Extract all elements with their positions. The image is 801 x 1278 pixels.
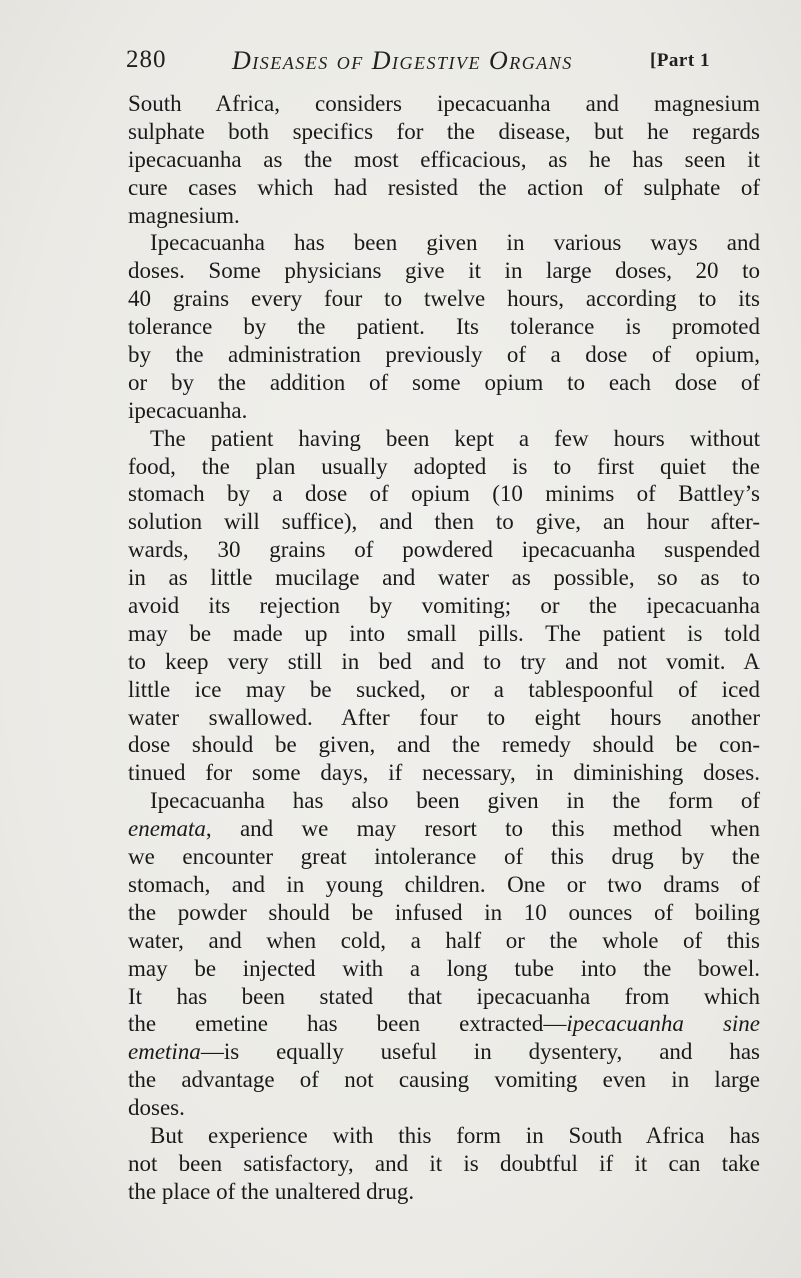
text-line: [128, 815, 760, 843]
text-line: may be made up into small pills. The patient is told: [128, 620, 760, 646]
text-line: Ipecacuanha has also been given in the form of: [150, 788, 760, 814]
text-line: sulphate both specifics for the disease, but he regards: [128, 118, 760, 144]
running-title: Diseases of Digestive Organs: [232, 46, 573, 75]
page-number: 280: [126, 46, 167, 73]
part-label: [Part 1: [650, 50, 710, 71]
text-line: not been satisfactory, and it is doubtful if it can take: [128, 1150, 760, 1176]
text-line: magnesium.: [128, 202, 240, 228]
text-line: [128, 1038, 760, 1066]
text-line: solution will suffice), and then to give, an hour after-: [128, 509, 760, 535]
text-run: —is equally useful in dysentery, and has: [200, 1039, 760, 1065]
text-run: , and we may resort to this method when: [205, 816, 760, 842]
text-line: we encounter great intolerance of this drug by the: [128, 844, 760, 870]
text-line: stomach by a dose of opium (10 minims of Battley’s: [128, 481, 760, 507]
text-line: dose should be given, and the remedy should be con-: [128, 732, 760, 758]
italic-term: emetina: [128, 1039, 201, 1065]
text-line: the advantage of not causing vomiting even in large: [128, 1067, 760, 1093]
text-line: by the administration previously of a dose of opium,: [128, 342, 760, 368]
text-line: food, the plan usually adopted is to first quiet the: [128, 453, 760, 479]
text-line: tolerance by the patient. Its tolerance is promoted: [128, 314, 760, 340]
text-line: stomach, and in young children. One or two drams of: [128, 871, 760, 897]
text-line: cure cases which had resisted the action of sulphate of: [128, 174, 760, 200]
text-line: The patient having been kept a few hours without: [150, 425, 760, 451]
text-line: But experience with this form in South Africa has: [150, 1122, 760, 1148]
text-line: the place of the unaltered drug.: [128, 1178, 415, 1204]
italic-term: enemata: [128, 816, 206, 842]
text-line: South Africa, considers ipecacuanha and magnesium: [128, 91, 760, 116]
text-line: doses. Some physicians give it in large doses, 20 to: [128, 258, 760, 284]
text-line: avoid its rejection by vomiting; or the ipecacuanha: [128, 593, 760, 619]
text-line: doses.: [128, 1095, 185, 1121]
italic-term: ipecacuanha sine: [566, 1011, 760, 1037]
text-line: 40 grains every four to twelve hours, according to its: [128, 286, 760, 312]
text-line: Ipecacuanha has been given in various ways and: [150, 230, 760, 256]
text-line: or by the addition of some opium to each dose of: [128, 369, 760, 395]
text-line: wards, 30 grains of powdered ipecacuanha suspended: [128, 537, 760, 563]
text-line: ipecacuanha as the most efficacious, as he has seen it: [128, 146, 760, 172]
text-line: tinued for some days, if necessary, in diminishing doses.: [128, 760, 760, 786]
text-line: may be injected with a long tube into the bowel.: [128, 955, 760, 981]
body-text: [128, 90, 760, 1206]
running-head: [126, 46, 766, 78]
text-line: It has been stated that ipecacuanha from which: [128, 983, 760, 1009]
text-run: the emetine has been extracted—: [128, 1011, 567, 1037]
text-line: ipecacuanha.: [128, 397, 248, 423]
text-line: to keep very still in bed and to try and not vomit. A: [128, 648, 760, 674]
text-line: [128, 1010, 760, 1038]
text-line: the powder should be infused in 10 ounces of boiling: [128, 899, 760, 925]
text-line: little ice may be sucked, or a tablespoonful of iced: [128, 676, 760, 702]
text-line: water swallowed. After four to eight hours another: [128, 704, 760, 730]
text-line: in as little mucilage and water as possible, so as to: [128, 565, 760, 591]
text-line: water, and when cold, a half or the whole of this: [128, 927, 760, 953]
